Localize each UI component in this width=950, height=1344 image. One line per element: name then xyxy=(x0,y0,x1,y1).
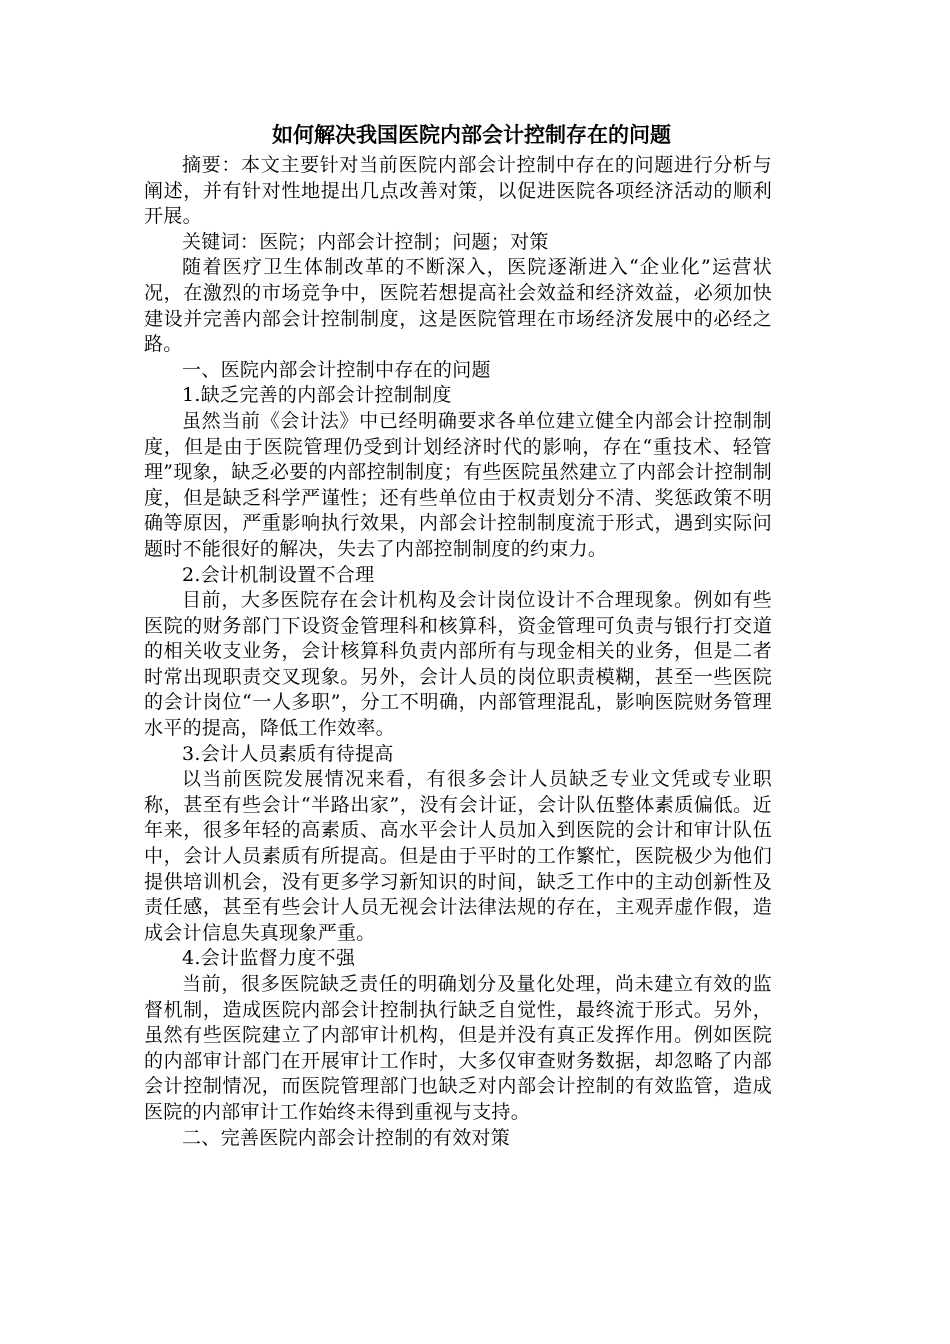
subsection-heading-1: 1.缺乏完善的内部会计控制制度 xyxy=(182,384,452,407)
subsection-paragraph-4: 当前，很多医院缺乏责任的明确划分及量化处理，尚未建立有效的监督机制，造成医院内部会计控制执行缺乏自觉性，最终流于形式。另外，虽然有些医院建立了内部审计机构，但是并没有真正发挥作用。例如医院的内部审计部门在开展审计工作时，大多仅审查财务数据，却忽略了内部会计控制情况，而医院管理部门也缺乏对内部会计控制的有效监管，造成医院的内部审计工作始终未得到重视与支持。 xyxy=(144,973,772,1123)
subsection-heading-2: 2.会计机制设置不合理 xyxy=(182,563,375,586)
subsection-paragraph-1: 虽然当前《会计法》中已经明确要求各单位建立健全内部会计控制制度，但是由于医院管理仍受到计划经济时代的影响，存在“重技术、轻管理”现象，缺乏必要的内部控制制度；有些医院虽然建立了内部会计控制制度，但是缺乏科学严谨性；还有些单位由于权责划分不清、奖惩政策不明确等原因，严重影响执行效果，内部会计控制制度流于形式，遇到实际问题时不能很好的解决，失去了内部控制制度的约束力。 xyxy=(144,409,772,560)
subsection-paragraph-2: 目前，大多医院存在会计机构及会计岗位设计不合理现象。例如有些医院的财务部门下设资金管理科和核算科，资金管理可负责与银行打交道的相关收支业务，会计核算科负责内部所有与现金相关的业务，但是二者时常出现职责交叉现象。另外，会计人员的岗位职责模糊，甚至一些医院的会计岗位“一人多职”，分工不明确，内部管理混乱，影响医院财务管理水平的提高，降低工作效率。 xyxy=(144,589,772,740)
subsection-heading-3: 3.会计人员素质有待提高 xyxy=(182,742,394,765)
document-page xyxy=(144,118,772,1151)
abstract-paragraph: 摘要：本文主要针对当前医院内部会计控制中存在的问题进行分析与阐述，并有针对性地提出几点改善对策，以促进医院各项经济活动的顺利开展。 xyxy=(144,154,772,228)
document-title: 如何解决我国医院内部会计控制存在的问题 xyxy=(272,123,671,147)
section-heading-1: 一、医院内部会计控制中存在的问题 xyxy=(182,358,491,381)
intro-paragraph: 随着医疗卫生体制改革的不断深入，医院逐渐进入“企业化”运营状况，在激烈的市场竞争中，医院若想提高社会效益和经济效益，必须加快建设并完善内部会计控制制度，这是医院管理在市场经济发展中的必经之路。 xyxy=(144,256,772,356)
section-heading-2: 二、完善医院内部会计控制的有效对策 xyxy=(182,1126,511,1149)
keywords-line: 关键词：医院；内部会计控制；问题；对策 xyxy=(182,230,549,253)
subsection-paragraph-3: 以当前医院发展情况来看，有很多会计人员缺乏专业文凭或专业职称，甚至有些会计“半路出家”，没有会计证，会计队伍整体素质偏低。近年来，很多年轻的高素质、高水平会计人员加入到医院的会计和审计队伍中，会计人员素质有所提高。但是由于平时的工作繁忙，医院极少为他们提供培训机会，没有更多学习新知识的时间，缺乏工作中的主动创新性及责任感，甚至有些会计人员无视会计法律法规的存在，主观弄虚作假，造成会计信息失真现象严重。 xyxy=(144,768,772,944)
subsection-heading-4: 4.会计监督力度不强 xyxy=(182,947,356,970)
